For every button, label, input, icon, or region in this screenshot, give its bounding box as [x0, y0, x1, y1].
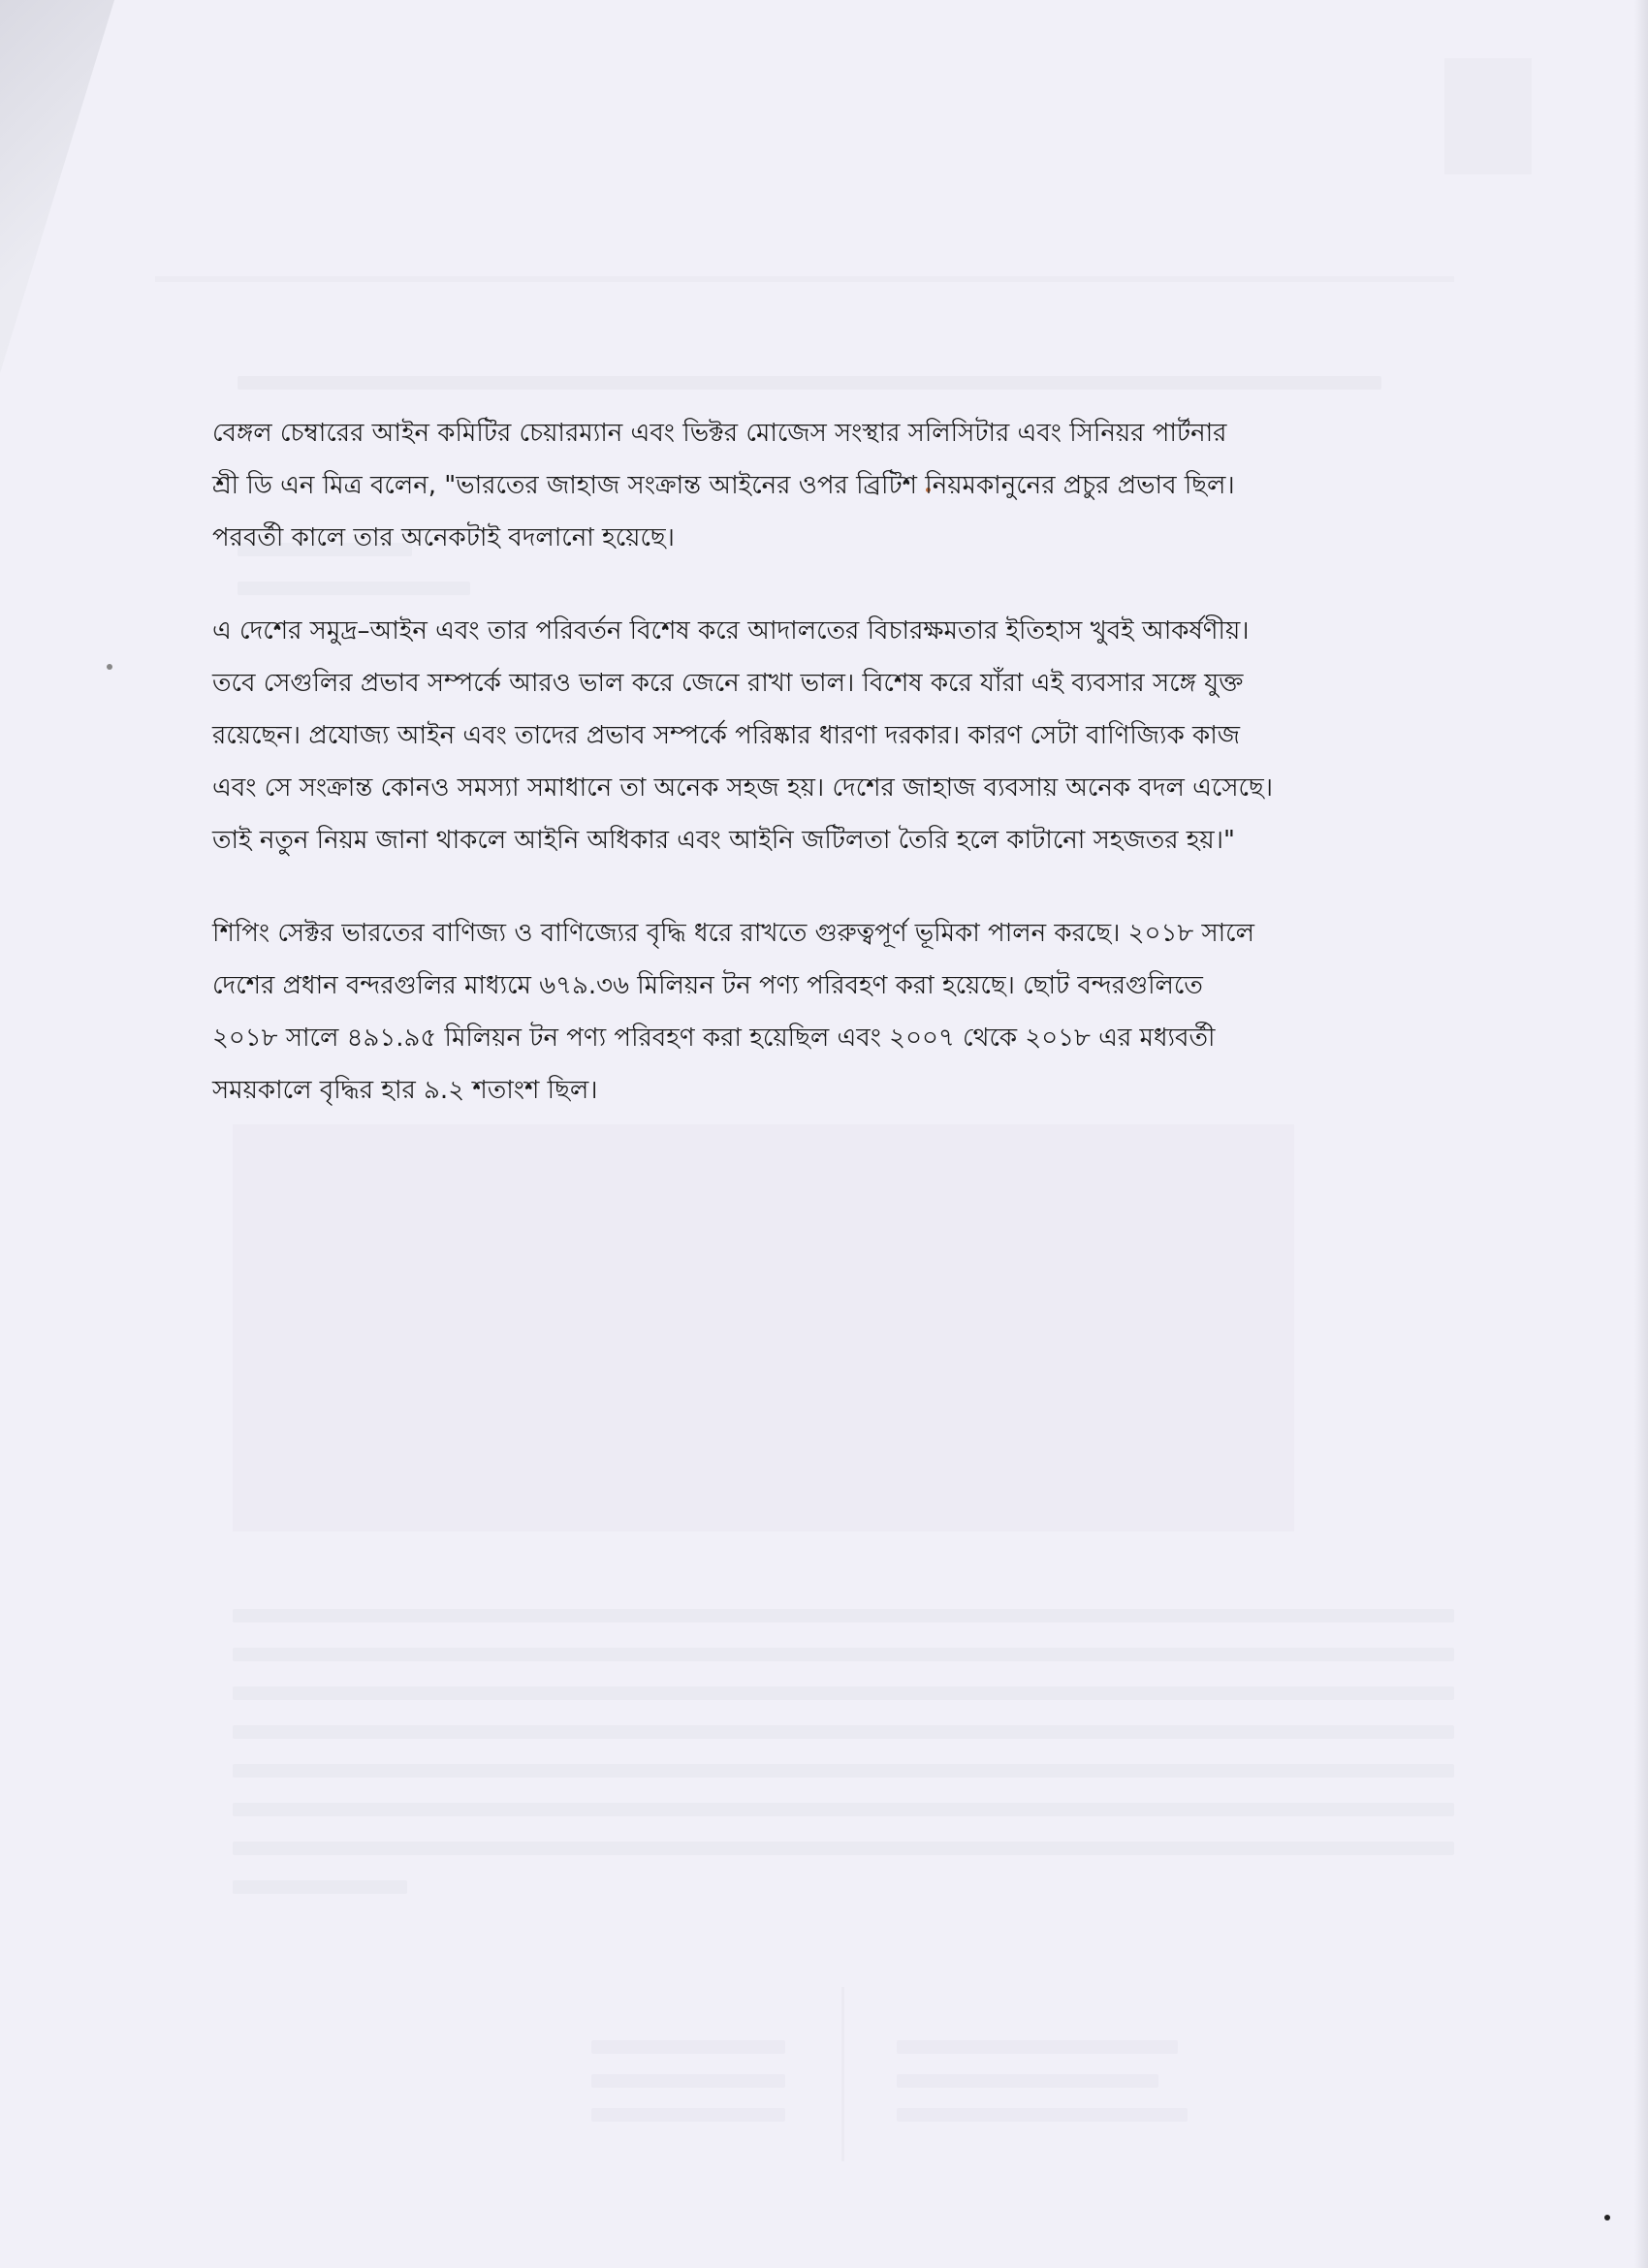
- paragraph-line: তাই নতুন নিয়ম জানা থাকলে আইনি অধিকার এবং আইনি জটিলতা তৈরি হলে কাটানো সহজতর হয়।": [212, 826, 1236, 855]
- paragraph-line: রয়েছেন। প্রযোজ্য আইন এবং তাদের প্রভাব সম্পর্কে পরিষ্কার ধারণা দরকার। কারণ সেটা বাণিজ্যিক কাজ: [212, 721, 1241, 750]
- show-through-line: [233, 1725, 1454, 1739]
- show-through-line: [897, 2108, 1188, 2122]
- show-through-line: [897, 2040, 1178, 2054]
- paragraph-1: [212, 407, 1448, 564]
- show-through-line: [591, 2074, 785, 2088]
- scan-right-edge: [1634, 0, 1648, 2268]
- paragraph-line: এবং সে সংক্রান্ত কোনও সমস্যা সমাধানে তা অনেক সহজ হয়। দেশের জাহাজ ব্যবসায় অনেক বদল এসেছে।: [212, 773, 1274, 803]
- paragraph-line: দেশের প্রধান বন্দরগুলির মাধ্যমে ৬৭৯.৩৬ মিলিয়ন টন পণ্য পরিবহণ করা হয়েছে। ছোট বন্দরগুলিতে: [212, 971, 1203, 1000]
- paragraph-line: পরবর্তী কালে তার অনেকটাই বদলানো হয়েছে।: [212, 523, 675, 552]
- show-through-line: [897, 2074, 1158, 2088]
- show-through-line: [591, 2040, 785, 2054]
- paragraph-line: শ্রী ডি এন মিত্র বলেন, "ভারতের জাহাজ সংক্রান্ত আইনের ওপর ব্রিটিশ নিয়মকানুনের প্রচুর প্রভাব ছিল।: [212, 471, 1235, 500]
- paragraph-line: তবে সেগুলির প্রভাব সম্পর্কে আরও ভাল করে জেনে রাখা ভাল। বিশেষ করে যাঁরা এই ব্যবসার সঙ্গে যুক্ত: [212, 669, 1244, 698]
- scan-speck: [1604, 2215, 1610, 2221]
- show-through-line: [233, 1880, 407, 1894]
- show-through-rule: [155, 276, 1454, 282]
- show-through-logo: [1444, 58, 1532, 174]
- show-through-line: [233, 1686, 1454, 1700]
- show-through-divider: [841, 1987, 844, 2161]
- show-through-photo: [233, 1124, 1294, 1531]
- paragraph-line: এ দেশের সমুদ্র–আইন এবং তার পরিবর্তন বিশেষ করে আদালতের বিচারক্ষমতার ইতিহাস খুবই আকর্ষণীয়।: [212, 616, 1250, 646]
- paragraph-2: [212, 605, 1448, 866]
- show-through-line: [233, 1648, 1454, 1661]
- paragraph-line: শিপিং সেক্টর ভারতের বাণিজ্য ও বাণিজ্যের বৃদ্ধি ধরে রাখতে গুরুত্বপূর্ণ ভূমিকা পালন করছে। ২০১৮ সালে: [212, 919, 1255, 948]
- show-through-line: [233, 1842, 1454, 1855]
- scan-speck: [107, 664, 112, 670]
- paragraph-line: সময়কালে বৃদ্ধির হার ৯.২ শতাংশ ছিল।: [212, 1076, 598, 1105]
- show-through-line: [238, 376, 1381, 390]
- show-through-line: [591, 2108, 785, 2122]
- show-through-line: [233, 1803, 1454, 1816]
- paragraph-line: ২০১৮ সালে ৪৯১.৯৫ মিলিয়ন টন পণ্য পরিবহণ করা হয়েছিল এবং ২০০৭ থেকে ২০১৮ এর মধ্যবর্তী: [212, 1024, 1216, 1053]
- paragraph-3: [212, 907, 1448, 1117]
- document-body: [212, 407, 1448, 1157]
- show-through-line: [233, 1609, 1454, 1622]
- show-through-line: [233, 1764, 1454, 1778]
- paragraph-line: বেঙ্গল চেম্বারের আইন কমিটির চেয়ারম্যান এবং ভিক্টর মোজেস সংস্থার সলিসিটার এবং সিনিয়র পার্টনার: [212, 419, 1227, 448]
